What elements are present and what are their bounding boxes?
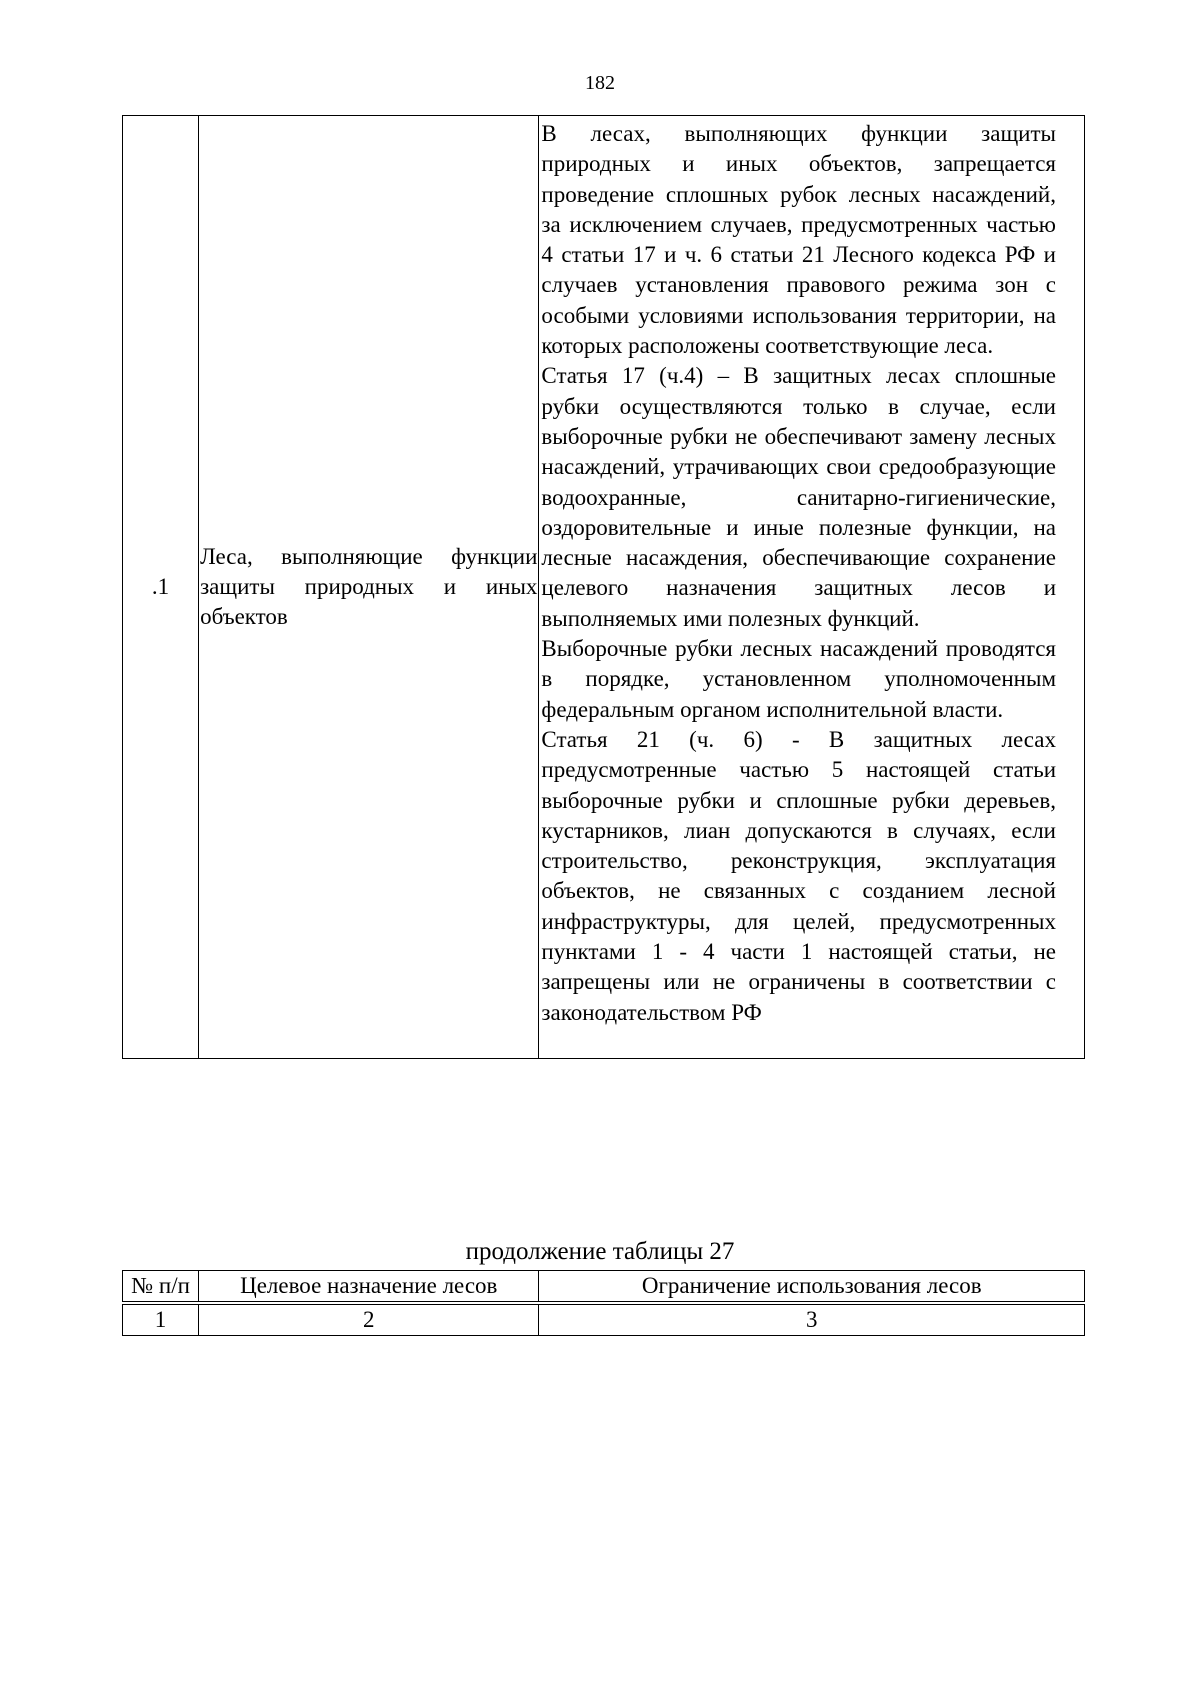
- restriction-paragraph: В лесах, выполняющих функции защиты природных и иных объектов, запрещается проведение сплошных рубок лесных насаждений, за исключением случаев, предусмотренных частью 4 статьи 17 и ч. 6 статьи 21 Лесного кодекса РФ и случаев установления правового режима зон с особыми условиями использования территории, на которых расположены соответствующие леса.: [541, 121, 1056, 359]
- restriction-paragraph: Статья 21 (ч. 6) - В защитных лесах предусмотренные частью 5 настоящей статьи выборочные рубки и сплошные рубки деревьев, кустарников, лиан допускаются в случаях, если строительство, реконструкция, эксплуатация объектов, не связанных с созданием лесной инфраструктуры, для целей, предусмотренных пунктами 1 - 4 части 1 настоящей статьи, не запрещены или не ограничены в соответствии с законодательством РФ: [541, 726, 1056, 1025]
- header-number: № п/п: [123, 1271, 199, 1304]
- column-number: 2: [199, 1303, 539, 1336]
- table-header-row: [123, 1271, 1085, 1304]
- table-row: [123, 116, 1085, 1059]
- header-purpose: Целевое назначение лесов: [199, 1271, 539, 1304]
- restrictions-cell: [539, 116, 1085, 1059]
- restriction-paragraph: Выборочные рубки лесных насаждений проводятся в порядке, установленном уполномоченным федеральным органом исполнительной власти.: [541, 636, 1056, 722]
- row-number-cell: .1: [123, 116, 199, 1059]
- table-continuation-caption: продолжение таблицы 27: [465, 1238, 735, 1265]
- column-number-row: [123, 1303, 1085, 1336]
- purpose-cell: Леса, выполняющие функции защиты природных и иных объектов: [199, 116, 539, 1059]
- header-restrictions: Ограничение использования лесов: [539, 1271, 1085, 1304]
- forest-restrictions-table: [122, 115, 1085, 1059]
- page-number: 182: [585, 72, 615, 94]
- restriction-paragraph: Статья 17 (ч.4) – В защитных лесах сплошные рубки осуществляются только в случае, если выборочные рубки не обеспечивают замену лесных насаждений, утрачивающих свои средообразующие водоохранные, санитарно-гигиенические, оздоровительные и иные полезные функции, на лесные насаждения, обеспечивающие сохранение целевого назначения защитных лесов и выполняемых ими полезных функций.: [541, 363, 1056, 631]
- continuation-header-table: [122, 1270, 1085, 1336]
- column-number: 1: [123, 1303, 199, 1336]
- column-number: 3: [539, 1303, 1085, 1336]
